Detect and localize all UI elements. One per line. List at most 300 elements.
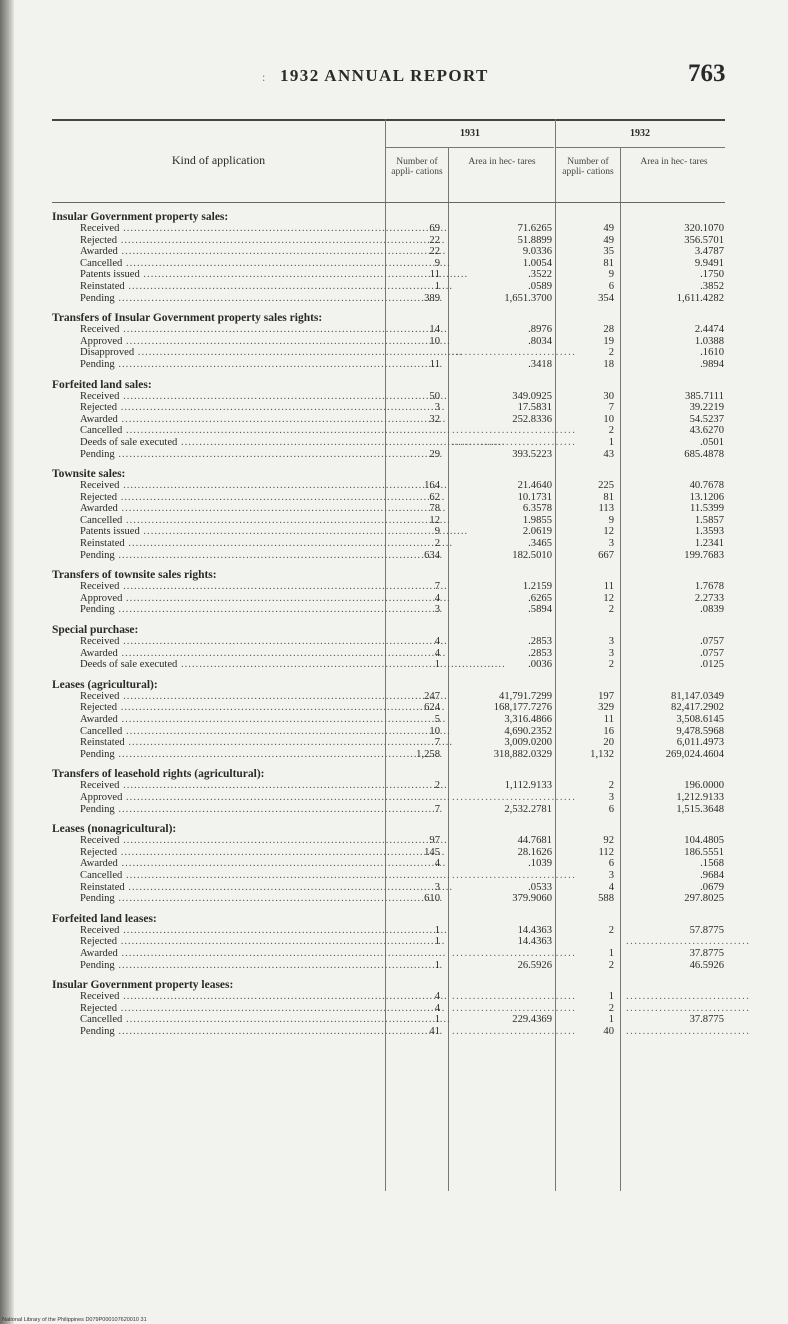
table-row xyxy=(52,893,725,905)
area-1931-cell: .8976 xyxy=(528,324,552,336)
area-1932-cell: 81,147.0349 xyxy=(671,690,724,702)
table-row xyxy=(52,847,725,859)
row-label: Received ..... xyxy=(80,324,382,336)
area-1931-cell: .0036 xyxy=(528,659,552,671)
number-1931-cell: 1 xyxy=(434,659,440,671)
area-1931-cell: 182.5010 xyxy=(512,549,552,561)
page-binding-edge xyxy=(0,0,14,1324)
row-label: Cancelled ..... xyxy=(80,870,382,882)
area-1931-cell: 51.8899 xyxy=(517,234,552,246)
row-label: Patents issued ..... xyxy=(80,526,382,538)
row-label: Awarded ..... xyxy=(80,948,382,960)
area-1932-cell: 199.7683 xyxy=(684,549,724,561)
number-1932-cell: 81 xyxy=(603,491,614,503)
row-label: Pending ..... xyxy=(80,893,382,905)
row-label: Patents issued ..... xyxy=(80,269,382,281)
table-row xyxy=(52,425,725,437)
number-1931-cell: 624 xyxy=(424,702,440,714)
area-1932-cell: 3,508.6145 xyxy=(676,714,724,725)
section-heading: Forfeited land leases: xyxy=(52,912,157,925)
table-row xyxy=(52,581,725,593)
page-number: 763 xyxy=(688,60,726,87)
area-1931-cell: .0589 xyxy=(528,280,552,292)
row-label: Pending ..... xyxy=(80,804,382,816)
row-label: Pending ..... xyxy=(80,960,382,972)
section-heading: Townsite sales: xyxy=(52,468,126,481)
number-1932-cell: 12 xyxy=(603,526,614,538)
row-label: Pending ..... xyxy=(80,449,382,461)
table-row xyxy=(52,593,725,605)
table-row xyxy=(52,324,725,336)
table-row xyxy=(52,336,725,348)
empty-cell-leader: .............................. xyxy=(452,1025,577,1037)
area-1931-cell: 71.6265 xyxy=(517,223,552,234)
number-1932-cell: 4 xyxy=(608,881,614,893)
number-1932-cell: 7 xyxy=(608,402,614,414)
number-1931-cell: 164 xyxy=(424,480,440,492)
table-row xyxy=(52,538,725,550)
area-1932-cell: .1750 xyxy=(700,269,724,281)
table-row xyxy=(52,526,725,538)
empty-cell-leader: .............................. xyxy=(452,947,577,959)
table-row xyxy=(52,936,751,948)
area-1932-cell: 685.4878 xyxy=(684,448,724,460)
area-1932-cell: 1.3593 xyxy=(694,526,724,538)
table-row xyxy=(52,246,725,258)
running-header xyxy=(0,60,788,96)
table-row xyxy=(52,858,725,870)
row-label: Approved ..... xyxy=(80,336,382,348)
number-1932-cell: 225 xyxy=(598,480,614,492)
number-1932-cell: 12 xyxy=(603,592,614,604)
table-row xyxy=(52,550,725,562)
number-1932-cell: 28 xyxy=(603,324,614,336)
number-1932-cell: 6 xyxy=(608,280,614,292)
area-1932-cell: .0839 xyxy=(700,604,724,616)
area-1932-cell: .9684 xyxy=(700,869,724,881)
number-1932-cell: 20 xyxy=(603,737,614,749)
row-label: Deeds of sale executed ..... xyxy=(80,437,382,449)
area-1932-cell: 269,024.4604 xyxy=(665,748,724,760)
table-row xyxy=(52,870,725,882)
number-1931-cell: 2 xyxy=(434,538,440,550)
number-1932-cell: 6 xyxy=(608,858,614,870)
row-label: Disapproved ..... xyxy=(80,347,382,359)
header-mark: : xyxy=(262,70,266,84)
area-1931-cell: .6265 xyxy=(528,592,552,604)
area-1932-cell: .0125 xyxy=(700,659,724,671)
number-1931-cell: 12 xyxy=(429,514,440,526)
row-label: Cancelled ..... xyxy=(80,515,382,527)
table-row xyxy=(52,437,725,449)
table-row xyxy=(52,648,725,660)
table-row xyxy=(52,835,725,847)
number-1932-cell: 18 xyxy=(603,358,614,370)
area-1932-cell: 2.2733 xyxy=(694,592,724,604)
number-1931-cell: 4 xyxy=(434,991,440,1003)
year-rule xyxy=(386,147,554,148)
row-label: Rejected ..... xyxy=(80,936,382,948)
table-body xyxy=(52,211,751,1037)
row-label: Rejected ..... xyxy=(80,1003,382,1015)
area-1931-cell: 1.9855 xyxy=(522,514,552,526)
area-1932-cell: 1,515.3648 xyxy=(676,803,724,815)
number-1932-cell: 329 xyxy=(598,702,614,714)
area-1932-cell: .1610 xyxy=(700,347,724,359)
area-1931-cell: 252.8336 xyxy=(512,413,552,425)
row-label: Received ..... xyxy=(80,780,382,792)
row-label: Received ..... xyxy=(80,991,382,1003)
table-row xyxy=(52,480,725,492)
number-1932-cell: 3 xyxy=(608,538,614,550)
number-1931-cell: 2 xyxy=(434,780,440,792)
area-1932-cell: 39.2219 xyxy=(689,402,724,414)
area-1931-cell: 1.0054 xyxy=(522,257,552,269)
area-1932-cell: 186.5551 xyxy=(684,846,724,858)
number-1931-cell: 4 xyxy=(434,592,440,604)
number-1932-cell: 1 xyxy=(608,436,614,448)
empty-cell-leader: .............................. xyxy=(626,991,751,1003)
area-1931-cell: 318,882.0329 xyxy=(493,748,552,760)
number-1931-cell: 3 xyxy=(434,402,440,414)
area-1932-cell: 3.4787 xyxy=(694,246,724,258)
number-1931-cell: 1 xyxy=(434,280,440,292)
number-1931-cell: 1 xyxy=(434,924,440,936)
number-1932-cell: 2 xyxy=(608,780,614,792)
area-1931-cell: .2853 xyxy=(528,636,552,648)
table-row xyxy=(52,293,725,305)
number-1932-cell: 49 xyxy=(603,223,614,234)
number-1931-cell: 10 xyxy=(429,725,440,737)
row-label: Cancelled ..... xyxy=(80,1014,382,1026)
row-label: Received ..... xyxy=(80,391,382,403)
number-1932-cell: 92 xyxy=(603,835,614,847)
number-1932-cell: 35 xyxy=(603,246,614,258)
area-1931-cell: 3,316.4866 xyxy=(504,714,552,725)
number-1932-cell: 1 xyxy=(608,1014,614,1026)
area-1931-cell: 17.5831 xyxy=(517,402,552,414)
table-row xyxy=(52,925,725,937)
empty-cell-leader: .............................. xyxy=(452,425,577,437)
row-label: Reinstated ..... xyxy=(80,538,382,550)
number-1931-cell: 1 xyxy=(434,959,440,971)
row-label: Rejected ..... xyxy=(80,235,382,247)
empty-cell-leader: .............................. xyxy=(452,347,577,359)
table-row xyxy=(52,515,725,527)
number-1931-cell: 32 xyxy=(429,413,440,425)
area-1932-cell: 196.0000 xyxy=(684,780,724,792)
table-row xyxy=(52,659,725,671)
number-1932-cell: 81 xyxy=(603,257,614,269)
number-1932-cell: 10 xyxy=(603,413,614,425)
section-heading: Transfers of townsite sales rights: xyxy=(52,569,217,582)
area-1932-cell: .0679 xyxy=(700,881,724,893)
year-1931-header: 1931 xyxy=(460,128,480,139)
area-1932-cell: 37.8775 xyxy=(689,1014,724,1026)
area-1931-cell: .5894 xyxy=(528,604,552,616)
number-1932-cell: 6 xyxy=(608,803,614,815)
section-heading: Leases (agricultural): xyxy=(52,678,158,691)
area-1932-cell: .0501 xyxy=(700,436,724,448)
row-label: Cancelled ..... xyxy=(80,425,382,437)
number-1931-cell: 7 xyxy=(434,737,440,749)
area-1932-cell: 297.8025 xyxy=(684,893,724,905)
empty-cell-leader: .............................. xyxy=(626,936,751,948)
number-1932-cell: 2 xyxy=(608,1002,614,1014)
area-1932-cell: 385.7111 xyxy=(685,390,724,402)
row-label: Rejected ..... xyxy=(80,402,382,414)
number-1932-cell: 2 xyxy=(608,959,614,971)
section-heading: Insular Government property leases: xyxy=(52,979,234,992)
kind-of-application-header: Kind of application xyxy=(171,153,266,167)
table-row xyxy=(52,960,725,972)
number-1931-cell: 7 xyxy=(434,803,440,815)
number-1931-cell: 11 xyxy=(429,269,440,281)
number-1932-cell: 43 xyxy=(603,448,614,460)
table-row xyxy=(52,359,725,371)
row-label: Received ..... xyxy=(80,925,382,937)
area-1932-cell: 57.8775 xyxy=(689,924,724,936)
area-1932-cell: .3852 xyxy=(700,280,724,292)
area-1931-cell: 4,690.2352 xyxy=(504,725,552,737)
area-1931-cell: 6.3578 xyxy=(522,503,552,515)
area-1931-cell: 3,009.0200 xyxy=(504,737,552,749)
row-label: Awarded ..... xyxy=(80,414,382,426)
scan-footer: National Library of the Philippines D079P000107620010 31 xyxy=(2,1317,147,1323)
number-1932-cell: 113 xyxy=(598,503,614,515)
table-row xyxy=(52,702,725,714)
table-row xyxy=(52,503,725,515)
area-1932-cell: .0757 xyxy=(700,636,724,648)
row-label: Received ..... xyxy=(80,691,382,703)
row-label: Approved ..... xyxy=(80,593,382,605)
number-1931-cell: 41 xyxy=(429,1025,440,1037)
area-1931-cell: 14.4363 xyxy=(517,936,552,948)
table-row xyxy=(52,636,725,648)
area-1931-cell: .3522 xyxy=(528,269,552,281)
number-1931-cell: 3 xyxy=(434,881,440,893)
empty-cell-leader: .............................. xyxy=(452,991,577,1003)
number-1931-cell: 610 xyxy=(424,893,440,905)
area-1931-cell: 41,791.7299 xyxy=(499,690,552,702)
row-label: Received ..... xyxy=(80,835,382,847)
table-row xyxy=(52,726,725,738)
number-1931-cell: 3 xyxy=(434,604,440,616)
area-1932-cell: 2.4474 xyxy=(694,324,724,336)
empty-cell-leader: .............................. xyxy=(626,1025,751,1037)
area-1931-cell: 14.4363 xyxy=(517,924,552,936)
empty-cell-leader: .............................. xyxy=(626,1002,751,1014)
area-1932-cell: 40.7678 xyxy=(689,480,724,492)
row-label: Reinstated ..... xyxy=(80,882,382,894)
area-1932-cell: 1,212.9133 xyxy=(676,791,724,803)
number-1931-cell: 4 xyxy=(434,636,440,648)
table-row xyxy=(52,449,725,461)
number-1932-cell: 9 xyxy=(608,269,614,281)
year-1932-header: 1932 xyxy=(630,128,650,139)
area-1932-cell: 104.4805 xyxy=(684,835,724,847)
empty-cell-leader: .............................. xyxy=(452,436,577,448)
area-in-hectares-header: Area in hec- tares xyxy=(468,157,536,167)
row-label: Cancelled ..... xyxy=(80,726,382,738)
number-of-applications-header: Number of appli- cations xyxy=(562,157,614,177)
section-heading: Transfers of leasehold rights (agricultural): xyxy=(52,768,265,781)
number-1932-cell: 197 xyxy=(598,690,614,702)
area-1931-cell: 1,651.3700 xyxy=(504,292,552,304)
number-1931-cell: 29 xyxy=(429,448,440,460)
row-label: Approved ..... xyxy=(80,792,382,804)
row-label: Pending ..... xyxy=(80,749,382,761)
number-1931-cell: 97 xyxy=(429,835,440,847)
area-1932-cell: 320.1070 xyxy=(684,223,724,234)
running-title: 1932 ANNUAL REPORT xyxy=(280,66,489,85)
number-1931-cell: 10 xyxy=(429,335,440,347)
row-label: Pending ..... xyxy=(80,1026,382,1038)
table-row xyxy=(52,714,725,726)
table-row xyxy=(52,402,725,414)
row-label: Received ..... xyxy=(80,636,382,648)
number-1931-cell: 9 xyxy=(434,257,440,269)
row-label: Pending ..... xyxy=(80,604,382,616)
number-1932-cell: 9 xyxy=(608,514,614,526)
number-1931-cell: 9 xyxy=(434,526,440,538)
area-1931-cell: 26.5926 xyxy=(517,959,552,971)
number-1931-cell: 22 xyxy=(429,246,440,258)
section-heading: Special purchase: xyxy=(52,624,139,637)
number-1932-cell: 1 xyxy=(608,991,614,1003)
number-1931-cell: 78 xyxy=(429,503,440,515)
table-top-rule xyxy=(52,119,725,121)
number-1932-cell: 11 xyxy=(603,714,614,725)
row-label: Rejected ..... xyxy=(80,492,382,504)
table-row xyxy=(52,269,725,281)
row-label: Received ..... xyxy=(80,223,382,235)
area-1931-cell: 1,112.9133 xyxy=(504,780,552,792)
number-1932-cell: 354 xyxy=(598,292,614,304)
table-row xyxy=(52,882,725,894)
area-1931-cell: 379.9060 xyxy=(512,893,552,905)
number-1931-cell: 5 xyxy=(434,714,440,725)
number-1931-cell: 4 xyxy=(434,858,440,870)
area-1931-cell: .0533 xyxy=(528,881,552,893)
row-label: Cancelled ..... xyxy=(80,258,382,270)
number-1932-cell: 1 xyxy=(608,947,614,959)
area-1932-cell: .0757 xyxy=(700,647,724,659)
row-label: Pending ..... xyxy=(80,550,382,562)
row-label: Rejected ..... xyxy=(80,702,382,714)
table-row xyxy=(52,258,725,270)
area-1931-cell: 28.1626 xyxy=(517,846,552,858)
empty-cell-leader: .............................. xyxy=(452,791,577,803)
table-row xyxy=(52,235,725,247)
number-1932-cell: 2 xyxy=(608,425,614,437)
number-1931-cell: 4 xyxy=(434,647,440,659)
number-1931-cell: 62 xyxy=(429,491,440,503)
row-label: Awarded ..... xyxy=(80,714,382,726)
number-1932-cell: 16 xyxy=(603,725,614,737)
number-1932-cell: 1,132 xyxy=(590,748,614,760)
table-row xyxy=(52,1025,751,1038)
area-1932-cell: 1.2341 xyxy=(694,538,724,550)
number-1931-cell: 389 xyxy=(424,292,440,304)
table-row xyxy=(52,1002,751,1015)
area-1932-cell: 9,478.5968 xyxy=(676,725,724,737)
table-row xyxy=(52,792,725,804)
section-heading: Forfeited land sales: xyxy=(52,378,152,391)
area-1931-cell: 44.7681 xyxy=(517,835,552,847)
number-1931-cell: 69 xyxy=(429,223,440,234)
area-1932-cell: .1568 xyxy=(700,858,724,870)
number-1931-cell: 1 xyxy=(434,1014,440,1026)
number-1931-cell: 1,258 xyxy=(416,748,440,760)
number-1931-cell: 1 xyxy=(434,936,440,948)
area-1931-cell: .8034 xyxy=(528,335,552,347)
area-1932-cell: 6,011.4973 xyxy=(676,737,724,749)
row-label: Reinstated ..... xyxy=(80,737,382,749)
number-1931-cell: 14 xyxy=(429,324,440,336)
number-1932-cell: 2 xyxy=(608,924,614,936)
number-1931-cell: 247 xyxy=(424,690,440,702)
row-label: Awarded ..... xyxy=(80,858,382,870)
number-1931-cell: 7 xyxy=(434,581,440,593)
table-row xyxy=(52,991,751,1003)
area-1932-cell: 9.9491 xyxy=(694,257,724,269)
area-1932-cell: 1.5857 xyxy=(694,514,724,526)
area-1931-cell: .3418 xyxy=(528,358,552,370)
number-1931-cell: 11 xyxy=(429,358,440,370)
area-1931-cell: 2,532.2781 xyxy=(504,803,552,815)
area-1932-cell: 46.5926 xyxy=(689,959,724,971)
table-row xyxy=(52,281,725,293)
area-1931-cell: 2.0619 xyxy=(522,526,552,538)
number-1932-cell: 112 xyxy=(598,846,614,858)
row-label: Deeds of sale executed ..... xyxy=(80,659,382,671)
table-row xyxy=(52,804,725,816)
year-rule xyxy=(556,147,725,148)
table-row xyxy=(52,737,725,749)
section-heading: Insular Government property sales: xyxy=(52,211,229,223)
area-1932-cell: 356.5701 xyxy=(684,234,724,246)
number-1932-cell: 40 xyxy=(603,1025,614,1037)
area-1931-cell: 349.0925 xyxy=(512,390,552,402)
row-label: Awarded ..... xyxy=(80,503,382,515)
table-row xyxy=(52,391,725,403)
empty-cell-leader: .............................. xyxy=(452,869,577,881)
row-label: Received ..... xyxy=(80,480,382,492)
number-1931-cell: 145 xyxy=(424,846,440,858)
row-label: Received ..... xyxy=(80,581,382,593)
area-1932-cell: .9894 xyxy=(700,358,724,370)
area-1932-cell: 13.1206 xyxy=(689,491,724,503)
section-heading: Leases (nonagricultural): xyxy=(52,823,177,836)
empty-cell-leader: .............................. xyxy=(452,1002,577,1014)
number-1932-cell: 49 xyxy=(603,234,614,246)
row-label: Rejected ..... xyxy=(80,847,382,859)
table-row xyxy=(52,223,725,235)
area-in-hectares-header: Area in hec- tares xyxy=(640,157,708,167)
area-1931-cell: 10.1731 xyxy=(517,491,552,503)
number-1932-cell: 2 xyxy=(608,659,614,671)
header-bottom-rule xyxy=(52,202,725,203)
area-1932-cell: 54.5237 xyxy=(689,413,724,425)
area-1931-cell: 21.4640 xyxy=(517,480,552,492)
table-row xyxy=(52,414,725,426)
number-1932-cell: 3 xyxy=(608,869,614,881)
number-1932-cell: 588 xyxy=(598,893,614,905)
row-label: Reinstated ..... xyxy=(80,281,382,293)
number-1932-cell: 3 xyxy=(608,791,614,803)
number-1932-cell: 30 xyxy=(603,390,614,402)
